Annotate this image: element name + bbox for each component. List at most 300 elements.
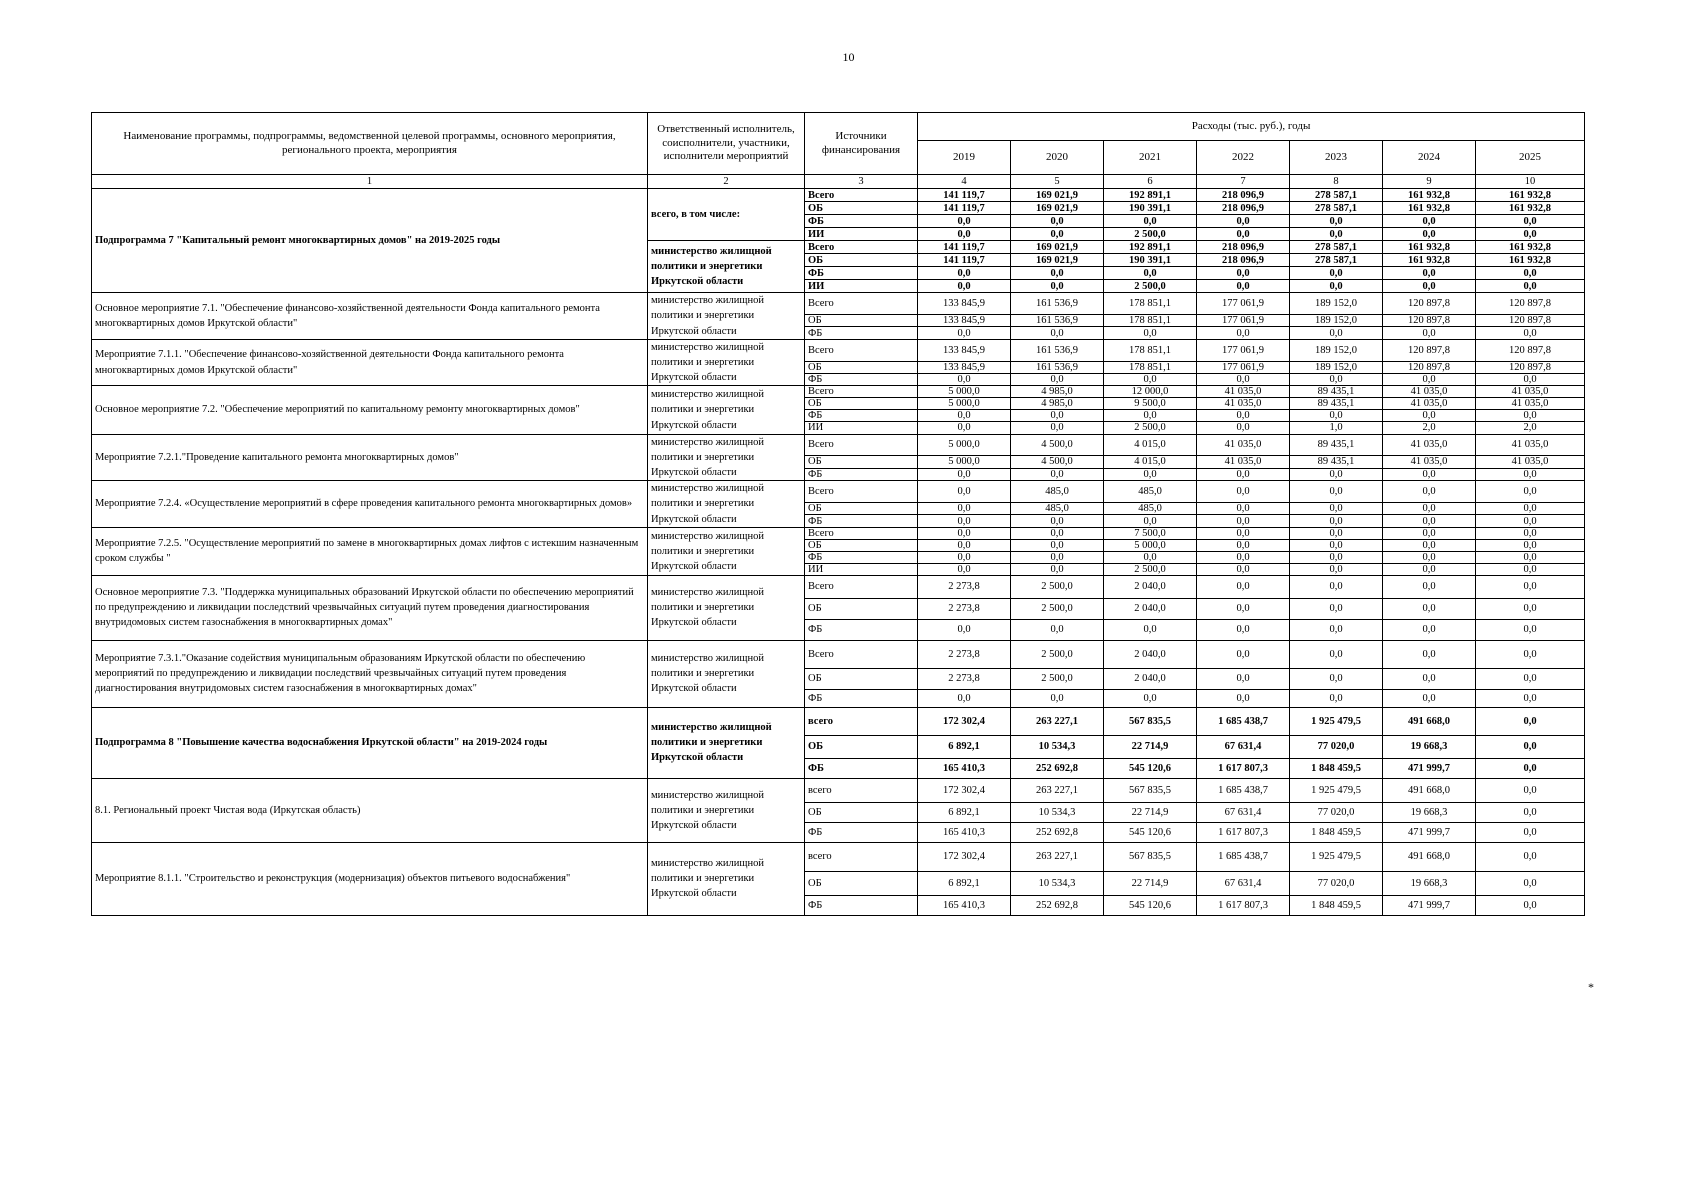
amount-cell: 0,0: [1383, 668, 1476, 689]
header-responsible: Ответственный исполнитель, соисполнители, участники, исполнители мероприятий: [648, 113, 805, 175]
amount-cell: 0,0: [1197, 539, 1290, 551]
amount-cell: 0,0: [918, 689, 1011, 707]
header-year: 2025: [1476, 141, 1585, 175]
amount-cell: 67 631,4: [1197, 735, 1290, 758]
amount-cell: 0,0: [1290, 563, 1383, 575]
amount-cell: 567 835,5: [1104, 842, 1197, 871]
amount-cell: 19 668,3: [1383, 802, 1476, 822]
amount-cell: 0,0: [1476, 707, 1585, 735]
header-year: 2023: [1290, 141, 1383, 175]
amount-cell: 169 021,9: [1011, 241, 1104, 254]
amount-cell: 471 999,7: [1383, 822, 1476, 842]
amount-cell: 2 500,0: [1011, 668, 1104, 689]
amount-cell: 0,0: [1290, 527, 1383, 539]
responsible-cell: министерство жилищной политики и энергетики Иркутской области: [648, 481, 805, 528]
amount-cell: 169 021,9: [1011, 189, 1104, 202]
amount-cell: 161 536,9: [1011, 339, 1104, 361]
amount-cell: 0,0: [1383, 689, 1476, 707]
responsible-cell: министерство жилищной политики и энергетики Иркутской области: [648, 386, 805, 434]
amount-cell: 89 435,1: [1290, 456, 1383, 468]
amount-cell: 0,0: [1197, 527, 1290, 539]
amount-cell: 0,0: [1290, 327, 1383, 339]
amount-cell: 4 985,0: [1011, 398, 1104, 410]
header-year: 2022: [1197, 141, 1290, 175]
amount-cell: 0,0: [1290, 215, 1383, 228]
amount-cell: 120 897,8: [1383, 314, 1476, 326]
amount-cell: 491 668,0: [1383, 842, 1476, 871]
funding-source-cell: ФБ: [805, 551, 918, 563]
amount-cell: 485,0: [1104, 502, 1197, 514]
amount-cell: 0,0: [1383, 551, 1476, 563]
amount-cell: 0,0: [1011, 527, 1104, 539]
amount-cell: 0,0: [1011, 551, 1104, 563]
amount-cell: 0,0: [1011, 373, 1104, 385]
amount-cell: 0,0: [1476, 280, 1585, 293]
amount-cell: 2 500,0: [1104, 228, 1197, 241]
amount-cell: 0,0: [918, 515, 1011, 527]
amount-cell: 0,0: [1011, 215, 1104, 228]
amount-cell: 189 152,0: [1290, 339, 1383, 361]
amount-cell: 0,0: [1197, 327, 1290, 339]
amount-cell: 161 932,8: [1476, 189, 1585, 202]
amount-cell: 0,0: [1290, 373, 1383, 385]
amount-cell: 41 035,0: [1476, 456, 1585, 468]
amount-cell: 278 587,1: [1290, 254, 1383, 267]
amount-cell: 10 534,3: [1011, 871, 1104, 895]
amount-cell: 0,0: [1290, 668, 1383, 689]
amount-cell: 0,0: [1104, 373, 1197, 385]
amount-cell: 0,0: [1476, 735, 1585, 758]
amount-cell: 252 692,8: [1011, 758, 1104, 778]
funding-source-cell: ФБ: [805, 515, 918, 527]
funding-source-cell: ОБ: [805, 539, 918, 551]
amount-cell: 41 035,0: [1476, 398, 1585, 410]
amount-cell: 0,0: [1476, 598, 1585, 619]
funding-source-cell: ОБ: [805, 802, 918, 822]
amount-cell: 0,0: [1476, 822, 1585, 842]
amount-cell: 89 435,1: [1290, 398, 1383, 410]
amount-cell: 120 897,8: [1476, 361, 1585, 373]
amount-cell: 189 152,0: [1290, 361, 1383, 373]
amount-cell: 0,0: [918, 267, 1011, 280]
header-year: 2019: [918, 141, 1011, 175]
amount-cell: 67 631,4: [1197, 871, 1290, 895]
amount-cell: 169 021,9: [1011, 202, 1104, 215]
amount-cell: 0,0: [1290, 598, 1383, 619]
header-expenses: Расходы (тыс. руб.), годы: [918, 113, 1585, 141]
amount-cell: 218 096,9: [1197, 241, 1290, 254]
amount-cell: 491 668,0: [1383, 707, 1476, 735]
amount-cell: 41 035,0: [1197, 386, 1290, 398]
amount-cell: 1 925 479,5: [1290, 707, 1383, 735]
amount-cell: 5 000,0: [1104, 539, 1197, 551]
amount-cell: 0,0: [1290, 481, 1383, 503]
amount-cell: 177 061,9: [1197, 339, 1290, 361]
amount-cell: 0,0: [918, 410, 1011, 422]
amount-cell: 1 848 459,5: [1290, 758, 1383, 778]
amount-cell: 0,0: [1383, 527, 1476, 539]
amount-cell: 0,0: [918, 373, 1011, 385]
responsible-cell: министерство жилищной политики и энергетики Иркутской области: [648, 293, 805, 340]
amount-cell: 0,0: [1197, 410, 1290, 422]
amount-cell: 0,0: [1011, 410, 1104, 422]
amount-cell: 0,0: [1476, 267, 1585, 280]
program-name-cell: 8.1. Региональный проект Чистая вода (Иркутская область): [92, 778, 648, 842]
responsible-cell: министерство жилищной политики и энергетики Иркутской области: [648, 241, 805, 293]
amount-cell: 161 932,8: [1383, 202, 1476, 215]
amount-cell: 0,0: [1104, 468, 1197, 480]
amount-cell: 263 227,1: [1011, 778, 1104, 802]
amount-cell: 0,0: [1476, 481, 1585, 503]
responsible-cell: министерство жилищной политики и энергетики Иркутской области: [648, 842, 805, 915]
amount-cell: 77 020,0: [1290, 735, 1383, 758]
amount-cell: 218 096,9: [1197, 254, 1290, 267]
amount-cell: 12 000,0: [1104, 386, 1197, 398]
amount-cell: 172 302,4: [918, 778, 1011, 802]
amount-cell: 133 845,9: [918, 361, 1011, 373]
amount-cell: 0,0: [1197, 598, 1290, 619]
amount-cell: 161 536,9: [1011, 361, 1104, 373]
amount-cell: 2 040,0: [1104, 640, 1197, 668]
amount-cell: 120 897,8: [1476, 339, 1585, 361]
funding-source-cell: ОБ: [805, 456, 918, 468]
program-name-cell: Подпрограмма 7 "Капитальный ремонт многоквартирных домов" на 2019-2025 годы: [92, 189, 648, 293]
funding-source-cell: ОБ: [805, 361, 918, 373]
amount-cell: 77 020,0: [1290, 871, 1383, 895]
amount-cell: 2 273,8: [918, 575, 1011, 598]
amount-cell: 161 932,8: [1476, 241, 1585, 254]
funding-source-cell: ФБ: [805, 468, 918, 480]
amount-cell: 178 851,1: [1104, 339, 1197, 361]
funding-source-cell: Всего: [805, 434, 918, 456]
amount-cell: 1 685 438,7: [1197, 778, 1290, 802]
amount-cell: 178 851,1: [1104, 361, 1197, 373]
amount-cell: 0,0: [1383, 575, 1476, 598]
header-year: 2021: [1104, 141, 1197, 175]
amount-cell: 0,0: [1476, 228, 1585, 241]
program-name-cell: Мероприятие 7.1.1. "Обеспечение финансово-хозяйственной деятельности Фонда капитального ремонта многоквартирных домов Иркутской области": [92, 339, 648, 386]
amount-cell: 0,0: [1104, 215, 1197, 228]
amount-cell: 1 848 459,5: [1290, 822, 1383, 842]
header-column-index: 2: [648, 175, 805, 189]
program-name-cell: Мероприятие 7.2.5. "Осуществление мероприятий по замене в многоквартирных домах лифтов с истекшим назначенным сроком службы ": [92, 527, 648, 575]
responsible-cell: министерство жилищной политики и энергетики Иркутской области: [648, 778, 805, 842]
program-name-cell: Мероприятие 7.3.1."Оказание содействия муниципальным образованиям Иркутской области по обеспечению мероприятий по предупреждению и ликвидации последствий чрезвычайных ситуаций путем проведения диагностирования внутридомовых систем газоснабжения в многоквартирных домах": [92, 640, 648, 707]
table-row: [92, 778, 1585, 802]
amount-cell: 0,0: [1476, 758, 1585, 778]
amount-cell: 0,0: [1104, 619, 1197, 640]
amount-cell: 161 932,8: [1383, 189, 1476, 202]
amount-cell: 1,0: [1290, 422, 1383, 434]
funding-source-cell: всего: [805, 778, 918, 802]
header-column-index: 10: [1476, 175, 1585, 189]
amount-cell: 172 302,4: [918, 707, 1011, 735]
amount-cell: 4 500,0: [1011, 434, 1104, 456]
amount-cell: 0,0: [1476, 689, 1585, 707]
amount-cell: 2,0: [1476, 422, 1585, 434]
funding-source-cell: ОБ: [805, 502, 918, 514]
amount-cell: 190 391,1: [1104, 254, 1197, 267]
amount-cell: 0,0: [1197, 481, 1290, 503]
amount-cell: 2 500,0: [1011, 575, 1104, 598]
responsible-cell: министерство жилищной политики и энергетики Иркутской области: [648, 339, 805, 386]
funding-source-cell: ИИ: [805, 228, 918, 241]
amount-cell: 0,0: [1476, 327, 1585, 339]
table-row: [92, 481, 1585, 503]
amount-cell: 0,0: [1290, 515, 1383, 527]
funding-source-cell: Всего: [805, 481, 918, 503]
amount-cell: 67 631,4: [1197, 802, 1290, 822]
amount-cell: 2 040,0: [1104, 598, 1197, 619]
amount-cell: 22 714,9: [1104, 802, 1197, 822]
amount-cell: 0,0: [1383, 481, 1476, 503]
amount-cell: 491 668,0: [1383, 778, 1476, 802]
amount-cell: 218 096,9: [1197, 189, 1290, 202]
amount-cell: 0,0: [1476, 563, 1585, 575]
funding-source-cell: ОБ: [805, 314, 918, 326]
amount-cell: 567 835,5: [1104, 707, 1197, 735]
amount-cell: 471 999,7: [1383, 758, 1476, 778]
amount-cell: 0,0: [918, 228, 1011, 241]
amount-cell: 5 000,0: [918, 456, 1011, 468]
funding-source-cell: ОБ: [805, 254, 918, 267]
funding-source-cell: ФБ: [805, 822, 918, 842]
amount-cell: 0,0: [1197, 468, 1290, 480]
amount-cell: 2 273,8: [918, 640, 1011, 668]
header-column-index: 1: [92, 175, 648, 189]
amount-cell: 177 061,9: [1197, 361, 1290, 373]
amount-cell: 0,0: [1383, 598, 1476, 619]
amount-cell: 545 120,6: [1104, 822, 1197, 842]
header-index-row: [92, 175, 1585, 189]
amount-cell: 0,0: [1383, 327, 1476, 339]
amount-cell: 192 891,1: [1104, 189, 1197, 202]
amount-cell: 0,0: [1383, 267, 1476, 280]
amount-cell: 41 035,0: [1383, 434, 1476, 456]
program-name-cell: Мероприятие 7.2.4. «Осуществление мероприятий в сфере проведения капитального ремонта многоквартирных домов»: [92, 481, 648, 528]
amount-cell: 0,0: [1383, 373, 1476, 385]
trailing-mark: *: [1588, 980, 1594, 994]
page-number: 10: [842, 50, 855, 64]
amount-cell: 77 020,0: [1290, 802, 1383, 822]
amount-cell: 0,0: [1290, 468, 1383, 480]
amount-cell: 0,0: [1104, 267, 1197, 280]
amount-cell: 41 035,0: [1197, 398, 1290, 410]
amount-cell: 141 119,7: [918, 189, 1011, 202]
amount-cell: 0,0: [1197, 668, 1290, 689]
header-sources: Источники финансирования: [805, 113, 918, 175]
amount-cell: 141 119,7: [918, 254, 1011, 267]
amount-cell: 161 536,9: [1011, 314, 1104, 326]
table-row: [92, 575, 1585, 598]
amount-cell: 120 897,8: [1383, 361, 1476, 373]
amount-cell: 0,0: [1011, 468, 1104, 480]
amount-cell: 9 500,0: [1104, 398, 1197, 410]
amount-cell: 10 534,3: [1011, 802, 1104, 822]
amount-cell: 0,0: [1476, 668, 1585, 689]
amount-cell: 41 035,0: [1197, 434, 1290, 456]
amount-cell: 0,0: [918, 422, 1011, 434]
funding-source-cell: Всего: [805, 527, 918, 539]
amount-cell: 4 015,0: [1104, 456, 1197, 468]
funding-source-cell: Всего: [805, 293, 918, 315]
funding-source-cell: Всего: [805, 575, 918, 598]
funding-source-cell: Всего: [805, 189, 918, 202]
funding-source-cell: ФБ: [805, 689, 918, 707]
amount-cell: 10 534,3: [1011, 735, 1104, 758]
funding-source-cell: всего: [805, 707, 918, 735]
header-column-index: 3: [805, 175, 918, 189]
amount-cell: 0,0: [1104, 327, 1197, 339]
amount-cell: 41 035,0: [1383, 398, 1476, 410]
amount-cell: 2 500,0: [1104, 563, 1197, 575]
amount-cell: 0,0: [1011, 267, 1104, 280]
amount-cell: 5 000,0: [918, 434, 1011, 456]
header-year: 2020: [1011, 141, 1104, 175]
amount-cell: 0,0: [1011, 563, 1104, 575]
amount-cell: 0,0: [1383, 228, 1476, 241]
amount-cell: 0,0: [1383, 280, 1476, 293]
table-row: [92, 707, 1585, 735]
amount-cell: 161 932,8: [1383, 241, 1476, 254]
amount-cell: 1 617 807,3: [1197, 895, 1290, 915]
amount-cell: 0,0: [1476, 515, 1585, 527]
amount-cell: 0,0: [1197, 422, 1290, 434]
responsible-cell: министерство жилищной политики и энергетики Иркутской области: [648, 707, 805, 778]
amount-cell: 278 587,1: [1290, 189, 1383, 202]
amount-cell: 0,0: [1011, 280, 1104, 293]
amount-cell: 0,0: [1290, 280, 1383, 293]
amount-cell: 0,0: [918, 327, 1011, 339]
amount-cell: 0,0: [1197, 575, 1290, 598]
amount-cell: 0,0: [1476, 895, 1585, 915]
amount-cell: 0,0: [1011, 327, 1104, 339]
amount-cell: 133 845,9: [918, 339, 1011, 361]
amount-cell: 545 120,6: [1104, 895, 1197, 915]
amount-cell: 0,0: [1383, 563, 1476, 575]
amount-cell: 1 617 807,3: [1197, 758, 1290, 778]
table-row: [92, 640, 1585, 668]
amount-cell: 41 035,0: [1383, 386, 1476, 398]
amount-cell: 19 668,3: [1383, 871, 1476, 895]
amount-cell: 0,0: [1197, 619, 1290, 640]
amount-cell: 0,0: [1476, 373, 1585, 385]
amount-cell: 177 061,9: [1197, 293, 1290, 315]
funding-source-cell: ФБ: [805, 410, 918, 422]
funding-source-cell: ОБ: [805, 735, 918, 758]
funding-source-cell: всего: [805, 842, 918, 871]
amount-cell: 0,0: [1290, 539, 1383, 551]
amount-cell: 0,0: [1476, 527, 1585, 539]
amount-cell: 19 668,3: [1383, 735, 1476, 758]
amount-cell: 161 536,9: [1011, 293, 1104, 315]
table-row: [92, 842, 1585, 871]
responsible-cell: министерство жилищной политики и энергетики Иркутской области: [648, 575, 805, 640]
amount-cell: 0,0: [1383, 539, 1476, 551]
amount-cell: 0,0: [918, 563, 1011, 575]
amount-cell: 6 892,1: [918, 871, 1011, 895]
amount-cell: 2 273,8: [918, 598, 1011, 619]
amount-cell: 1 925 479,5: [1290, 778, 1383, 802]
amount-cell: 5 000,0: [918, 398, 1011, 410]
amount-cell: 0,0: [1290, 619, 1383, 640]
program-name-cell: Основное мероприятие 7.1. "Обеспечение финансово-хозяйственной деятельности Фонда капитального ремонта многоквартирных домов Иркутской области": [92, 293, 648, 340]
header-program-name: Наименование программы, подпрограммы, ведомственной целевой программы, основного мероприятия, регионального проекта, мероприятия: [92, 113, 648, 175]
table-row: [92, 434, 1585, 456]
amount-cell: 0,0: [1476, 410, 1585, 422]
funding-source-cell: ИИ: [805, 280, 918, 293]
amount-cell: 0,0: [1383, 640, 1476, 668]
amount-cell: 0,0: [1290, 551, 1383, 563]
amount-cell: 169 021,9: [1011, 254, 1104, 267]
funding-source-cell: Всего: [805, 640, 918, 668]
amount-cell: 0,0: [1290, 502, 1383, 514]
amount-cell: 178 851,1: [1104, 314, 1197, 326]
amount-cell: 0,0: [1104, 515, 1197, 527]
table-row: [92, 527, 1585, 539]
amount-cell: 2 273,8: [918, 668, 1011, 689]
funding-source-cell: ФБ: [805, 267, 918, 280]
amount-cell: 0,0: [1011, 422, 1104, 434]
amount-cell: 1 685 438,7: [1197, 707, 1290, 735]
budget-table: [91, 112, 1585, 916]
amount-cell: 263 227,1: [1011, 842, 1104, 871]
amount-cell: 4 500,0: [1011, 456, 1104, 468]
amount-cell: 7 500,0: [1104, 527, 1197, 539]
amount-cell: 0,0: [1197, 373, 1290, 385]
amount-cell: 2 500,0: [1104, 280, 1197, 293]
amount-cell: 0,0: [1290, 410, 1383, 422]
amount-cell: 0,0: [918, 215, 1011, 228]
amount-cell: 0,0: [918, 280, 1011, 293]
amount-cell: 172 302,4: [918, 842, 1011, 871]
amount-cell: 2,0: [1383, 422, 1476, 434]
table-row: [92, 189, 1585, 202]
amount-cell: 485,0: [1011, 502, 1104, 514]
amount-cell: 0,0: [1476, 575, 1585, 598]
amount-cell: 0,0: [1104, 410, 1197, 422]
amount-cell: 0,0: [1197, 280, 1290, 293]
amount-cell: 4 985,0: [1011, 386, 1104, 398]
amount-cell: 2 500,0: [1011, 598, 1104, 619]
amount-cell: 165 410,3: [918, 758, 1011, 778]
amount-cell: 278 587,1: [1290, 202, 1383, 215]
amount-cell: 0,0: [1104, 551, 1197, 563]
amount-cell: 0,0: [918, 539, 1011, 551]
responsible-cell: министерство жилищной политики и энергетики Иркутской области: [648, 527, 805, 575]
responsible-cell: министерство жилищной политики и энергетики Иркутской области: [648, 434, 805, 481]
amount-cell: 0,0: [1197, 228, 1290, 241]
amount-cell: 4 015,0: [1104, 434, 1197, 456]
funding-source-cell: ФБ: [805, 327, 918, 339]
program-name-cell: Основное мероприятие 7.3. "Поддержка муниципальных образований Иркутской области по обеспечению мероприятий по предупреждению и ликвидации последствий чрезвычайных ситуаций путем проведения диагностирования внутридомовых систем газоснабжения в многоквартирных домах": [92, 575, 648, 640]
funding-source-cell: ИИ: [805, 563, 918, 575]
amount-cell: 192 891,1: [1104, 241, 1197, 254]
program-name-cell: Подпрограмма 8 "Повышение качества водоснабжения Иркутской области" на 2019-2024 годы: [92, 707, 648, 778]
amount-cell: 120 897,8: [1383, 293, 1476, 315]
amount-cell: 0,0: [1011, 228, 1104, 241]
amount-cell: 120 897,8: [1476, 314, 1585, 326]
funding-source-cell: ФБ: [805, 619, 918, 640]
amount-cell: 0,0: [1476, 802, 1585, 822]
amount-cell: 0,0: [1476, 640, 1585, 668]
amount-cell: 218 096,9: [1197, 202, 1290, 215]
amount-cell: 1 848 459,5: [1290, 895, 1383, 915]
amount-cell: 22 714,9: [1104, 735, 1197, 758]
amount-cell: 133 845,9: [918, 314, 1011, 326]
funding-source-cell: ОБ: [805, 871, 918, 895]
funding-source-cell: ИИ: [805, 422, 918, 434]
